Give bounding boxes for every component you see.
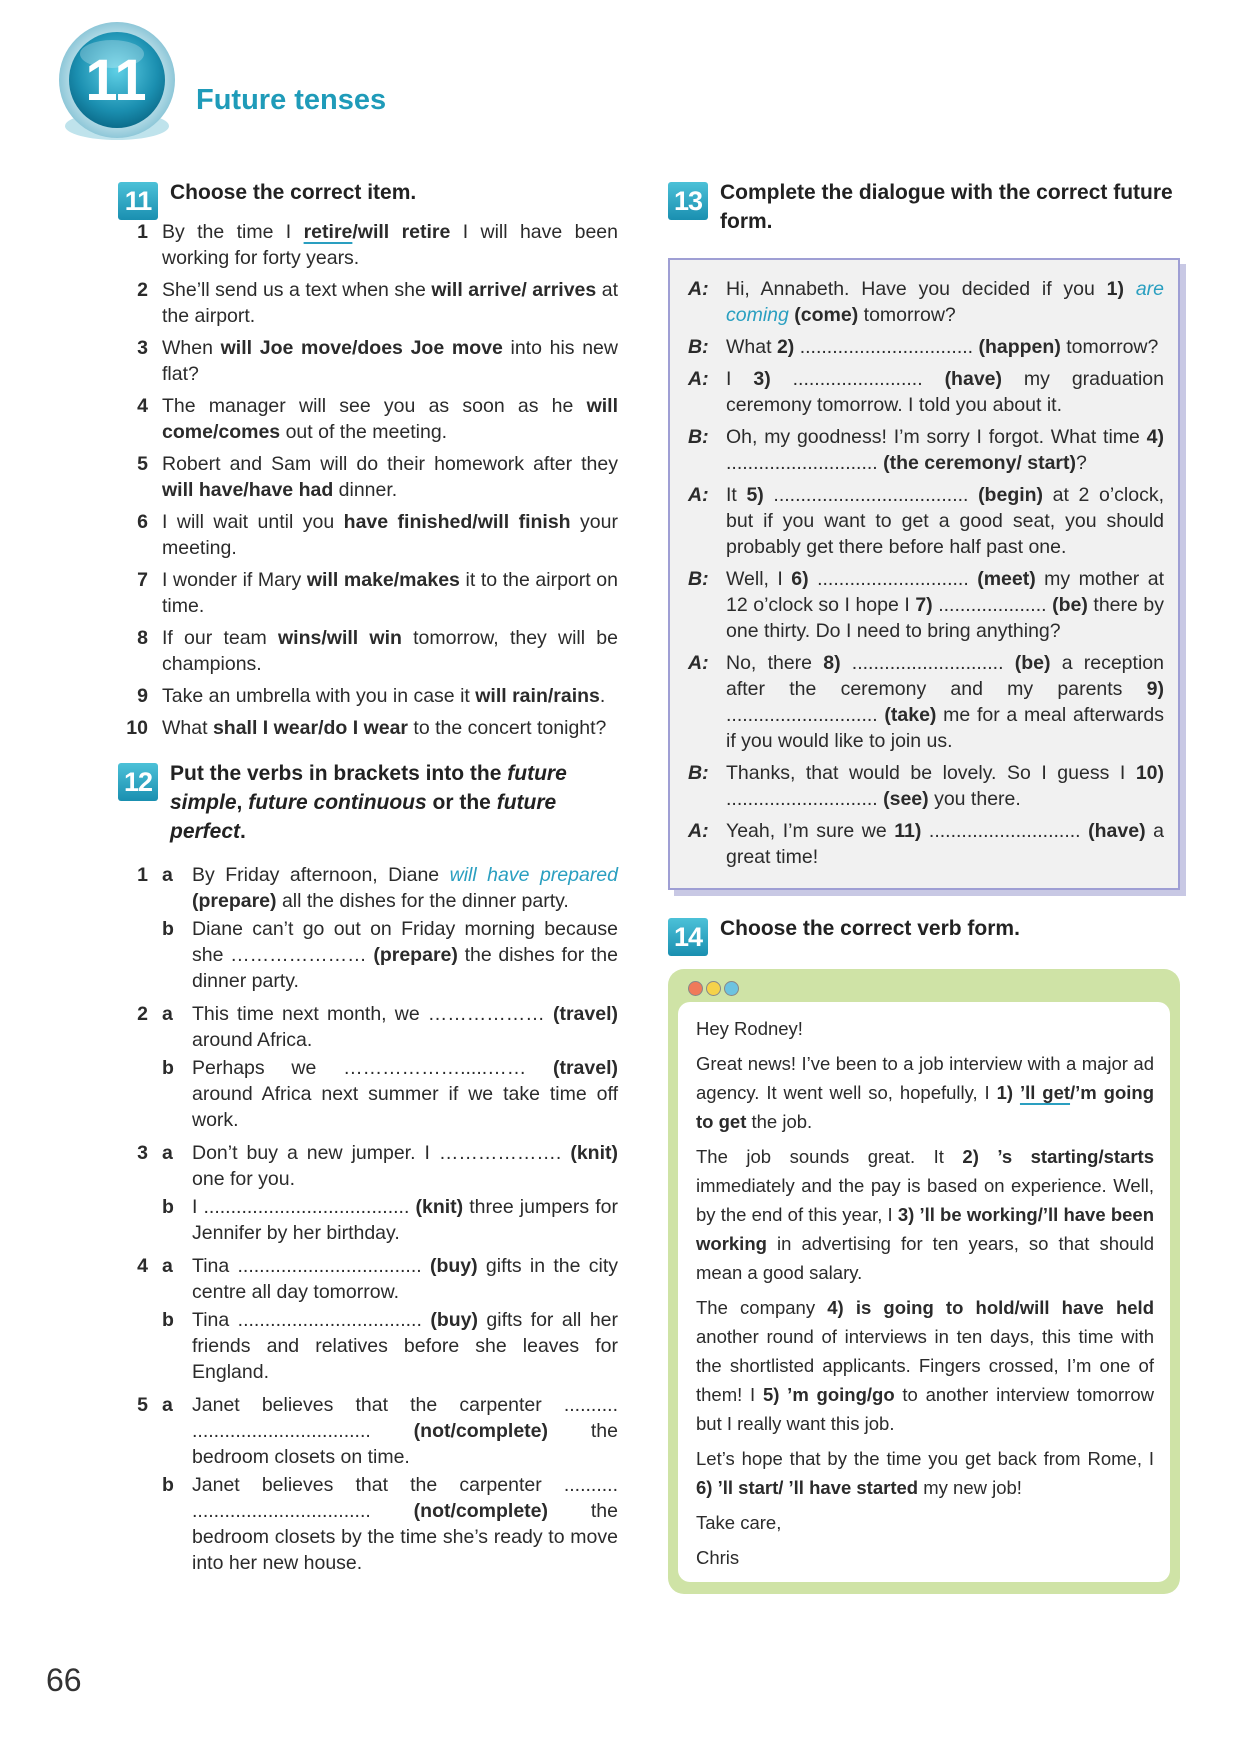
email-greeting: Hey Rodney! <box>696 1018 803 1039</box>
dialogue-line: B: Well, I 6) ............................ (meet) my mother at 12 o’clock so I hope I 7) .................... (be) there by one thirty. Do I need to bring anything? <box>688 568 1164 642</box>
list-item: 8 If our team wins/will win tomorrow, they will be champions. <box>137 627 618 675</box>
exercise-heading: 11 Choose the correct item. <box>118 178 618 207</box>
unit-number: 11 <box>85 48 147 113</box>
unit-title: Future tenses <box>196 84 387 116</box>
right-column <box>668 178 1180 1594</box>
list-item: 1 a By Friday afternoon, Diane will have prepared (prepare) all the dishes for the dinner party. b Diane can’t go out on Friday morning because she ………………… (prepare) the dishes for the dinner party. <box>137 864 619 992</box>
dialogue-line: A: Hi, Annabeth. Have you decided if you 1) are coming (come) tomorrow? <box>688 278 1164 326</box>
exercise-heading: 13 Complete the dialogue with the correct future form. <box>668 178 1180 236</box>
answer-underline: retire <box>303 221 353 243</box>
left-column <box>118 178 618 1583</box>
dialogue-line: A: It 5) .................................... (begin) at 2 o’clock, but if you want to get a good seat, you should probably get there before half past one. <box>688 484 1165 558</box>
exercise-number: 12 <box>118 763 158 801</box>
email-paragraph: The company 4) is going to hold/will have held another round of interviews in ten days, this time with the shortlisted applicants. Fingers crossed, I’m one of them! I 5) ’m going/go to another interview tomorrow but I really want this job. <box>696 1297 1154 1434</box>
dialogue-line: B: Thanks, that would be lovely. So I guess I 10) ............................ (see) you there. <box>688 762 1164 810</box>
list-item: 5 a Janet believes that the carpenter .......... ................................. (not/complete) the bedroom closets on time. b Janet believes that the carpenter .......... ................................. (not/complete) the bedroom closets by the time she’s ready to move into her new house. <box>137 1394 619 1574</box>
sample-answer: are coming <box>726 278 1164 326</box>
unit-number-badge <box>52 18 182 148</box>
list-item: 9 Take an umbrella with you in case it will rain/rains. <box>137 685 606 707</box>
exercise-12 <box>118 759 618 1576</box>
dialogue-line: B: Oh, my goodness! I’m sorry I forgot. What time 4) ............................ (the ceremony/ start)? <box>688 426 1164 474</box>
list-item: 4 a Tina .................................. (buy) gifts in the city centre all day tomorrow. b Tina .................................. (buy) gifts for all her friends and relatives before she leaves for England. <box>137 1255 619 1383</box>
exercise-13 <box>668 178 1180 890</box>
email-closing: Take care, <box>696 1512 782 1533</box>
exercise-heading: 14 Choose the correct verb form. <box>668 914 1180 943</box>
answer-underline: ’ll get <box>1019 1082 1071 1103</box>
email-paragraph: The job sounds great. It 2) ’s starting/starts immediately and the pay is based on experience. Well, by the end of this year, I 3) ’ll be working/’ll have been working in advertising for ten years, so that should mean a good salary. <box>696 1146 1154 1283</box>
dot-icon <box>724 981 739 996</box>
dialogue-line: A: No, there 8) ............................ (be) a reception after the ceremony and my parents 9) ............................ (take) me for a meal afterwards if you would like to join us. <box>688 652 1164 752</box>
dot-icon <box>706 981 721 996</box>
exercise-12-list <box>118 862 618 1576</box>
list-item: 10 What shall I wear/do I wear to the concert tonight? <box>126 717 607 739</box>
dialogue-line: A: I 3) ........................ (have) my graduation ceremony tomorrow. I told you about it. <box>688 368 1164 416</box>
exercise-14 <box>668 914 1180 1594</box>
list-item: 6 I will wait until you have finished/will finish your meeting. <box>137 511 618 559</box>
exercise-11 <box>118 178 618 741</box>
page-number: 66 <box>46 1662 82 1698</box>
window-dots <box>688 981 1170 996</box>
dialogue-line: B: What 2) ................................ (happen) tomorrow? <box>688 336 1159 358</box>
list-item: 2 a This time next month, we ……………… (travel) around Africa. b Perhaps we ……………….....…… (travel) around Africa next summer if we take time off work. <box>137 1003 618 1131</box>
dot-icon <box>688 981 703 996</box>
email-window <box>668 969 1180 1594</box>
list-item: 1 By the time I retire/will retire I will have been working for forty years. <box>137 221 618 269</box>
list-item: 5 Robert and Sam will do their homework after they will have/have had dinner. <box>137 453 618 501</box>
dialogue-box <box>668 258 1180 890</box>
list-item: 2 She’ll send us a text when she will arrive/ arrives at the airport. <box>137 279 618 327</box>
exercise-number: 11 <box>118 182 158 220</box>
list-item: 7 I wonder if Mary will make/makes it to the airport on time. <box>137 569 618 617</box>
list-item: 4 The manager will see you as soon as he will come/comes out of the meeting. <box>137 395 618 443</box>
exercise-heading: 12 Put the verbs in brackets into the future simple, future continuous or the future perfect. <box>118 759 618 846</box>
exercise-number: 13 <box>668 182 708 220</box>
list-item: 3 a Don’t buy a new jumper. I ………………. (knit) one for you. b I ...................................... (knit) three jumpers for Jennifer by her birthday. <box>137 1142 618 1244</box>
sample-answer: will have prepared <box>449 864 619 886</box>
email-body <box>678 1002 1170 1582</box>
list-item: 3 When will Joe move/does Joe move into his new flat? <box>137 337 618 385</box>
email-paragraph: Let’s hope that by the time you get back from Rome, I 6) ’ll start/ ’ll have started my new job! <box>696 1448 1154 1498</box>
email-signature: Chris <box>696 1547 740 1568</box>
dialogue-line: A: Yeah, I’m sure we 11) ............................ (have) a great time! <box>688 820 1164 868</box>
exercise-number: 14 <box>668 918 708 956</box>
email-paragraph: Great news! I’ve been to a job interview with a major ad agency. It went well so, hopefully, I 1) ’ll get/’m going to get the job. <box>696 1053 1155 1132</box>
exercise-11-list <box>118 219 618 741</box>
